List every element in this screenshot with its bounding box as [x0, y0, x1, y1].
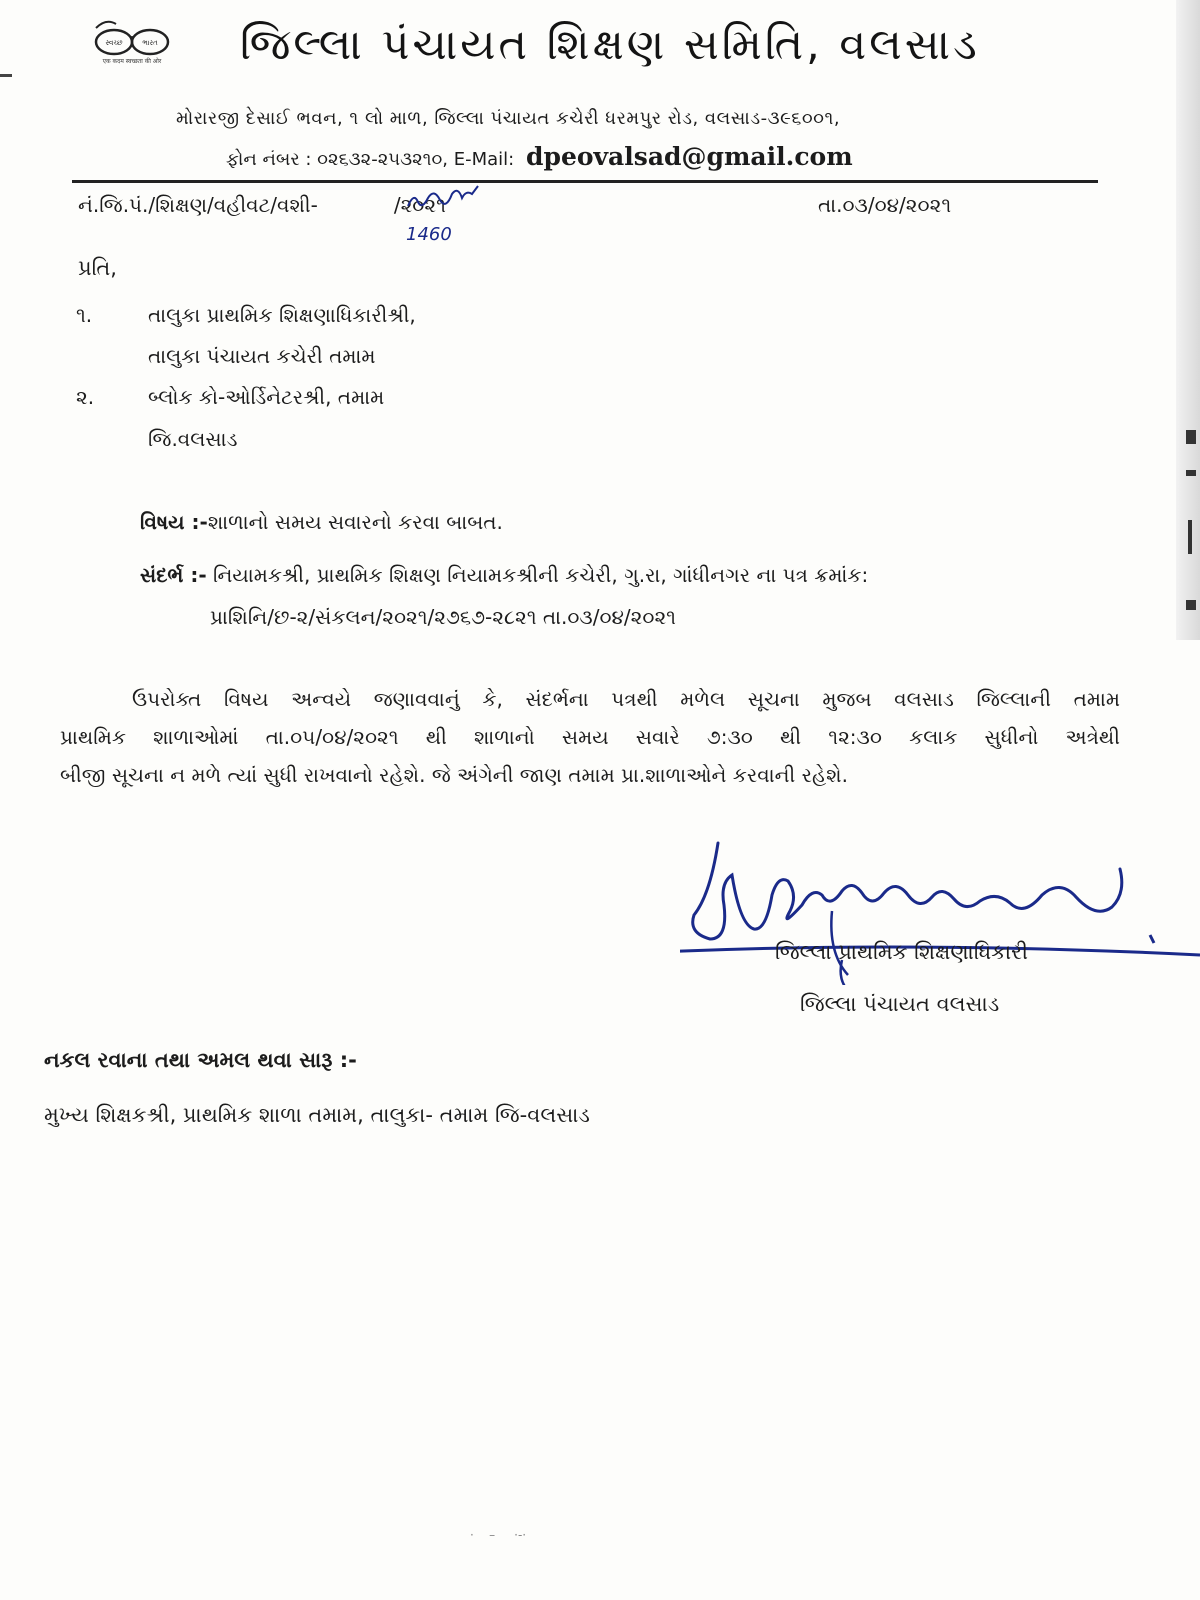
recipient-1-number: ૧. — [76, 303, 93, 327]
reference-suffix: /૨૦૨૧ — [393, 193, 446, 217]
letter-body — [60, 680, 1120, 794]
swachh-bharat-logo — [92, 18, 174, 66]
body-line-2: પ્રાથમિક શાળાઓમાં તા.૦૫/૦૪/૨૦૨૧ થી શાળાનો સમય સવારે ૭:૩૦ થી ૧૨:૩૦ કલાક સુધીનો અત્રેથી — [60, 725, 1120, 749]
context-line2: પ્રાશિનિ/છ-૨/સંકલન/૨૦૨૧/૨૭૬૭-૨૮૨૧ તા.૦૩/૦૪/૨૦૨૧ — [210, 605, 676, 629]
handwritten-reference-scribble — [400, 180, 490, 250]
letterhead-divider — [72, 180, 1098, 183]
subject-label: વિષય :- — [140, 510, 208, 534]
salutation: પ્રતિ, — [78, 256, 117, 280]
logo-tagline: एक कदम स्वच्छता की ओर — [102, 58, 162, 65]
subject — [140, 510, 503, 534]
scan-edge-mark — [0, 74, 12, 77]
context-line1 — [140, 563, 868, 587]
logo-left-text: સ્વચ્છ — [105, 39, 123, 47]
context-text: નિયામકશ્રી, પ્રાથમિક શિક્ષણ નિયામકશ્રીની કચેરી, ગુ.રા, ગાંધીનગર ના પત્ર ક્રમાંક: — [213, 563, 869, 587]
logo-right-text: ભારત — [142, 39, 158, 47]
letter-date: તા.૦૩/૦૪/૨૦૨૧ — [818, 193, 952, 217]
letterhead-contact — [226, 142, 853, 171]
signatory-designation: જિલ્લા પ્રાથમિક શિક્ષણાધિકારી — [775, 940, 1029, 964]
recipient-1-line1: તાલુકા પ્રાથમિક શિક્ષણાધિકારીશ્રી, — [148, 303, 416, 327]
recipient-2-line1: બ્લોક કો-ઓર્ડિનેટરશ્રી, તમામ — [148, 385, 385, 409]
recipient-2-number: ૨. — [76, 385, 95, 409]
letterhead-address: મોરારજી દેસાઈ ભવન, ૧ લો માળ, જિલ્લા પંચાયત કચેરી ધરમપુર રોડ, વલસાડ-૩૯૬૦૦૧, — [176, 108, 841, 129]
reference-prefix: નં.જિ.પં./શિક્ષણ/વહીવટ/વશી- — [78, 193, 318, 217]
subject-text: શાળાનો સમય સવારનો કરવા બાબત. — [207, 510, 503, 534]
context-label: સંદર્ભ :- — [140, 563, 207, 587]
phone-number: ફોન નંબર : ૦૨૬૩૨-૨૫૩૨૧૦, — [226, 149, 449, 170]
signatory-office: જિલ્લા પંચાયત વલસાડ — [800, 992, 1000, 1016]
handwritten-number: 1460 — [406, 224, 452, 245]
email-label: E-Mail: — [453, 149, 515, 170]
copy-to-title: નકલ રવાના તથા અમલ થવા સારૂ :- — [44, 1048, 357, 1072]
copy-to-recipients: મુખ્ય શિક્ષકશ્રી, પ્રાથમિક શાળા તમામ, તાલુકા- તમામ જિ-વલસાડ — [44, 1103, 590, 1127]
scan-specks: · – ·-· — [470, 1528, 527, 1542]
recipient-2-line2: જિ.વલસાડ — [148, 427, 238, 451]
body-line-3: બીજી સૂચના ન મળે ત્યાં સુધી રાખવાનો રહેશે. જે અંગેની જાણ તમામ પ્રા.શાળાઓને કરવાની રહેશે. — [60, 763, 848, 787]
recipient-1-line2: તાલુકા પંચાયત કચેરી તમામ — [148, 344, 376, 368]
scan-right-strip — [1176, 0, 1200, 640]
email-address: dpeovalsad@gmail.com — [525, 142, 853, 171]
letterhead-title: જિલ્લા પંચાયત શિક્ષણ સમિતિ, વલસાડ — [240, 20, 980, 70]
reference-number — [78, 193, 446, 217]
body-line-1: ઉપરોક્ત વિષય અન્વયે જણાવવાનું કે, સંદર્ભના પત્રથી મળેલ સૂચના મુજબ વલસાડ જિલ્લાની તમામ — [132, 687, 1120, 711]
